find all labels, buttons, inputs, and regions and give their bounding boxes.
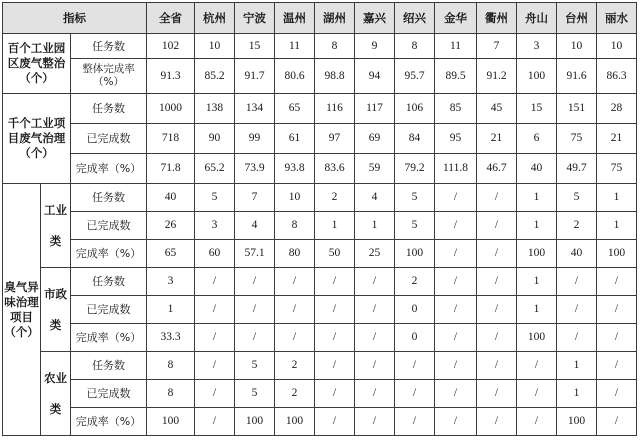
cell: 85 (435, 94, 477, 124)
cell: / (195, 268, 235, 296)
cell: 15 (517, 94, 557, 124)
cell: 40 (557, 240, 597, 268)
table-row (3, 240, 637, 268)
cell: 98.8 (315, 59, 355, 94)
cell: / (477, 240, 517, 268)
cell: 46.7 (477, 154, 517, 184)
cell: / (315, 324, 355, 352)
cell: 71.8 (147, 154, 195, 184)
header-city: 嘉兴 (355, 3, 395, 34)
cell: / (195, 408, 235, 436)
cell: 3 (517, 34, 557, 59)
cell: 4 (235, 212, 275, 240)
cell: 134 (235, 94, 275, 124)
cell: 25 (355, 240, 395, 268)
indicator-label: 完成率（%） (71, 324, 147, 352)
cell: / (195, 380, 235, 408)
cell: 10 (597, 34, 637, 59)
cell: 99 (235, 124, 275, 154)
cell: 83.6 (315, 154, 355, 184)
subgroup-label-industrial: 工业类 (41, 184, 71, 268)
cell: 95 (435, 124, 477, 154)
cell: 5 (235, 380, 275, 408)
cell: / (435, 352, 477, 380)
cell: / (395, 408, 435, 436)
cell: / (195, 352, 235, 380)
table-row (3, 380, 637, 408)
cell: 100 (517, 240, 557, 268)
cell: / (477, 268, 517, 296)
indicator-label: 已完成数 (71, 124, 147, 154)
cell: 100 (147, 408, 195, 436)
cell: 100 (275, 408, 315, 436)
cell: / (597, 268, 637, 296)
header-city: 湖州 (315, 3, 355, 34)
cell: 2 (275, 352, 315, 380)
cell: / (597, 296, 637, 324)
cell: / (517, 408, 557, 436)
cell: 1000 (147, 94, 195, 124)
cell: 60 (195, 240, 235, 268)
header-city: 杭州 (195, 3, 235, 34)
table-row (3, 296, 637, 324)
cell: 718 (147, 124, 195, 154)
cell: / (517, 352, 557, 380)
cell: 80.6 (275, 59, 315, 94)
cell: / (235, 268, 275, 296)
cell: 1 (517, 296, 557, 324)
cell: 10 (275, 184, 315, 212)
indicator-label: 已完成数 (71, 380, 147, 408)
cell: 40 (147, 184, 195, 212)
cell: 9 (355, 34, 395, 59)
cell: / (355, 296, 395, 324)
cell: / (477, 352, 517, 380)
cell: 106 (395, 94, 435, 124)
table-row (3, 184, 637, 212)
header-row (3, 3, 637, 34)
header-city: 宁波 (235, 3, 275, 34)
cell: / (355, 324, 395, 352)
cell: 40 (517, 154, 557, 184)
cell: 1 (557, 352, 597, 380)
cell: 94 (355, 59, 395, 94)
header-city: 绍兴 (395, 3, 435, 34)
cell: 3 (195, 212, 235, 240)
cell: / (435, 296, 477, 324)
cell: 91.3 (147, 59, 195, 94)
cell: 116 (315, 94, 355, 124)
cell: 5 (195, 184, 235, 212)
cell: 65 (275, 94, 315, 124)
cell: / (435, 380, 477, 408)
indicator-label: 任务数 (71, 94, 147, 124)
cell: 91.2 (477, 59, 517, 94)
cell: 10 (195, 34, 235, 59)
table-row (3, 94, 637, 124)
cell: 5 (557, 184, 597, 212)
table-row (3, 324, 637, 352)
cell: 73.9 (235, 154, 275, 184)
cell: / (235, 296, 275, 324)
cell: 8 (315, 34, 355, 59)
cell: / (275, 296, 315, 324)
cell: 1 (147, 296, 195, 324)
indicator-label: 已完成数 (71, 296, 147, 324)
header-city: 全省 (147, 3, 195, 34)
header-indicator: 指标 (3, 3, 147, 34)
cell: 11 (435, 34, 477, 59)
cell: / (355, 408, 395, 436)
header-city: 台州 (557, 3, 597, 34)
cell: / (517, 380, 557, 408)
cell: 100 (517, 59, 557, 94)
cell: 4 (355, 184, 395, 212)
header-city: 丽水 (597, 3, 637, 34)
cell: 21 (597, 124, 637, 154)
cell: 59 (355, 154, 395, 184)
cell: / (435, 212, 477, 240)
cell: 1 (315, 212, 355, 240)
cell: 75 (597, 154, 637, 184)
cell: 1 (517, 184, 557, 212)
indicator-label: 完成率（%） (71, 154, 147, 184)
table-row (3, 34, 637, 59)
cell: 5 (395, 184, 435, 212)
cell: / (195, 296, 235, 324)
cell: / (315, 408, 355, 436)
cell: 10 (557, 34, 597, 59)
cell: 80 (275, 240, 315, 268)
cell: 1 (517, 268, 557, 296)
cell: 65.2 (195, 154, 235, 184)
cell: 90 (195, 124, 235, 154)
cell: 91.6 (557, 59, 597, 94)
cell: / (557, 296, 597, 324)
cell: 11 (275, 34, 315, 59)
cell: / (557, 268, 597, 296)
table-row (3, 268, 637, 296)
cell: / (395, 380, 435, 408)
cell: / (477, 380, 517, 408)
header-city: 舟山 (517, 3, 557, 34)
group-label-industrial-projects: 千个工业项目废气治理（个） (3, 94, 71, 184)
cell: 5 (235, 352, 275, 380)
cell: / (435, 408, 477, 436)
cell: 100 (235, 408, 275, 436)
cell: 151 (557, 94, 597, 124)
cell: / (597, 352, 637, 380)
table-row (3, 154, 637, 184)
indicator-label: 整体完成率（%） (71, 59, 147, 94)
subgroup-label-municipal: 市政类 (41, 268, 71, 352)
cell: 8 (275, 212, 315, 240)
cell: 91.7 (235, 59, 275, 94)
cell: 65 (147, 240, 195, 268)
cell: 100 (395, 240, 435, 268)
cell: / (275, 268, 315, 296)
cell: / (315, 268, 355, 296)
cell: 49.7 (557, 154, 597, 184)
cell: / (435, 324, 477, 352)
cell: 0 (395, 324, 435, 352)
cell: 5 (395, 212, 435, 240)
table-row (3, 212, 637, 240)
cell: 7 (235, 184, 275, 212)
cell: 86.3 (597, 59, 637, 94)
cell: 97 (315, 124, 355, 154)
cell: 57.1 (235, 240, 275, 268)
cell: / (435, 240, 477, 268)
cell: / (477, 184, 517, 212)
table-row (3, 408, 637, 436)
cell: 2 (275, 380, 315, 408)
cell: / (315, 296, 355, 324)
table-row (3, 124, 637, 154)
cell: 85.2 (195, 59, 235, 94)
cell: 1 (355, 212, 395, 240)
cell: 89.5 (435, 59, 477, 94)
cell: 61 (275, 124, 315, 154)
cell: 111.8 (435, 154, 477, 184)
cell: / (355, 268, 395, 296)
indicator-label: 已完成数 (71, 212, 147, 240)
cell: 6 (517, 124, 557, 154)
header-city: 衢州 (477, 3, 517, 34)
data-table (2, 2, 637, 436)
cell: / (275, 324, 315, 352)
cell: / (435, 268, 477, 296)
cell: 95.7 (395, 59, 435, 94)
cell: 26 (147, 212, 195, 240)
subgroup-label-agricultural: 农业类 (41, 352, 71, 436)
cell: 2 (557, 212, 597, 240)
group-label-industrial-parks: 百个工业园区废气整治（个） (3, 34, 71, 94)
cell: / (477, 408, 517, 436)
cell: 84 (395, 124, 435, 154)
indicator-label: 任务数 (71, 184, 147, 212)
header-city: 金华 (435, 3, 477, 34)
cell: / (315, 380, 355, 408)
header-city: 温州 (275, 3, 315, 34)
cell: 50 (315, 240, 355, 268)
cell: / (477, 296, 517, 324)
cell: 117 (355, 94, 395, 124)
cell: 93.8 (275, 154, 315, 184)
cell: 7 (477, 34, 517, 59)
group-label-odor-projects: 臭气异味治理项目（个） (3, 184, 41, 436)
cell: 75 (557, 124, 597, 154)
cell: 1 (557, 380, 597, 408)
cell: / (195, 324, 235, 352)
cell: 8 (147, 380, 195, 408)
cell: 33.3 (147, 324, 195, 352)
cell: 8 (395, 34, 435, 59)
cell: / (355, 380, 395, 408)
cell: 1 (517, 212, 557, 240)
cell: 2 (395, 268, 435, 296)
table-row (3, 352, 637, 380)
cell: 0 (395, 296, 435, 324)
cell: 8 (147, 352, 195, 380)
cell: 102 (147, 34, 195, 59)
cell: 28 (597, 94, 637, 124)
cell: 1 (597, 212, 637, 240)
cell: 15 (235, 34, 275, 59)
cell: 3 (147, 268, 195, 296)
cell: / (597, 324, 637, 352)
cell: 69 (355, 124, 395, 154)
indicator-label: 完成率（%） (71, 240, 147, 268)
cell: / (557, 324, 597, 352)
cell: / (597, 380, 637, 408)
cell: 21 (477, 124, 517, 154)
cell: / (315, 352, 355, 380)
cell: / (395, 352, 435, 380)
cell: 1 (597, 184, 637, 212)
cell: 100 (517, 324, 557, 352)
cell: 2 (315, 184, 355, 212)
cell: 100 (597, 240, 637, 268)
cell: 100 (557, 408, 597, 436)
cell: 138 (195, 94, 235, 124)
cell: / (597, 408, 637, 436)
indicator-label: 任务数 (71, 268, 147, 296)
table-row (3, 59, 637, 94)
cell: / (477, 324, 517, 352)
cell: / (435, 184, 477, 212)
indicator-label: 任务数 (71, 352, 147, 380)
cell: / (477, 212, 517, 240)
cell: / (235, 324, 275, 352)
indicator-label: 完成率（%） (71, 408, 147, 436)
cell: 45 (477, 94, 517, 124)
cell: / (355, 352, 395, 380)
indicator-label: 任务数 (71, 34, 147, 59)
cell: 79.2 (395, 154, 435, 184)
